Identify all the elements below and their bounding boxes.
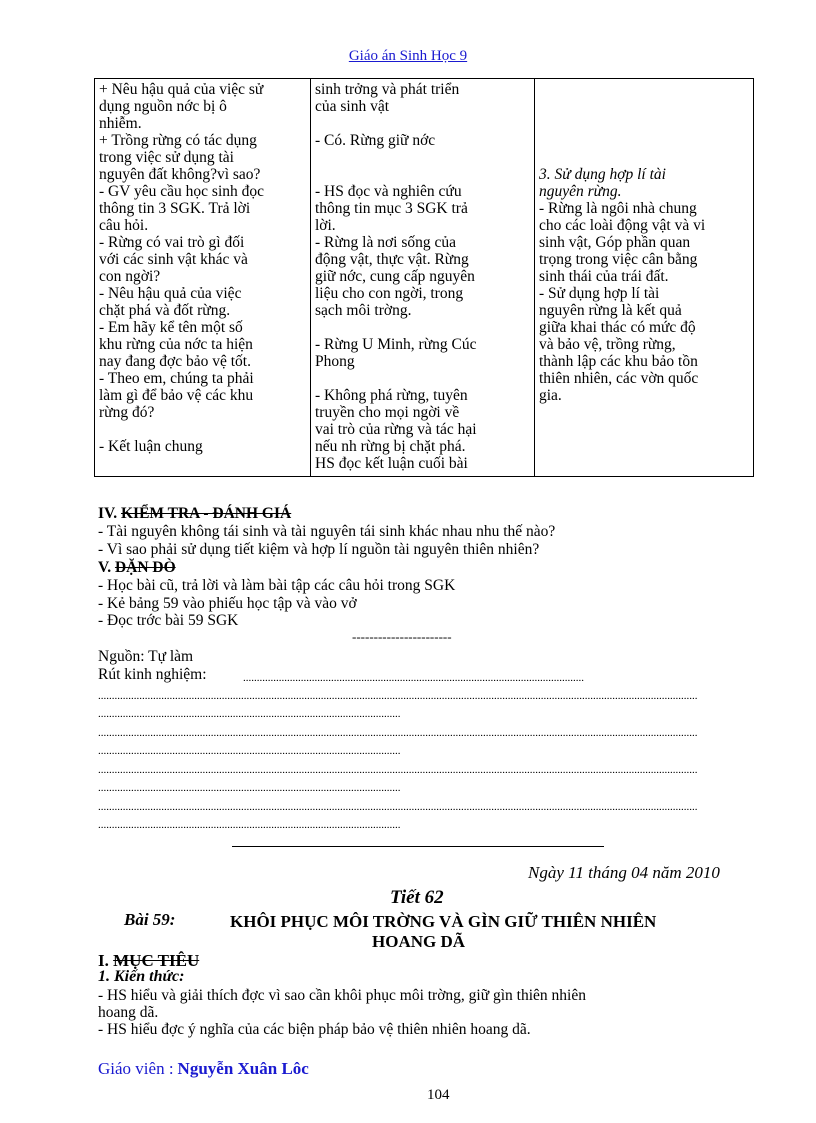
list-item: hoang dã.: [98, 1004, 159, 1021]
table-line: nguyên rừng là kết quả: [539, 302, 682, 319]
table-line: giữa khai thác có mức độ: [539, 319, 696, 336]
table-line: - Không phá rừng, tuyên: [315, 387, 468, 404]
table-line: truyền cho mọi ngời về: [315, 404, 460, 421]
lesson-label: Bài 59:: [124, 910, 176, 929]
table-line: HS đọc kết luận cuối bài: [315, 455, 468, 472]
note-dotted-line: ..............................................................................................................: [98, 708, 401, 720]
table-line: câu hỏi.: [99, 217, 149, 234]
section-4-heading: [98, 505, 291, 522]
separator-dashes: -----------------------: [352, 629, 452, 644]
list-item: - HS hiểu và giải thích đợc vì sao cần khôi phục môi trờng, giữ gìn thiên nhiên: [98, 987, 586, 1004]
page-header-title: Giáo án Sinh Học 9: [348, 48, 468, 64]
table-line: chặt phá và đốt rừng.: [99, 302, 231, 319]
table-line: của sinh vật: [315, 98, 390, 115]
table-line: nhiễm.: [99, 115, 142, 132]
table-line: Phong: [315, 353, 355, 370]
note-dotted-line: ..........................................................................................................................................................................................................................: [98, 764, 698, 776]
table-line: - Theo em, chúng ta phải: [99, 370, 254, 387]
table-line: - Em hãy kể tên một số: [99, 319, 243, 336]
table-line: rừng đó?: [99, 404, 155, 421]
note-dotted-line: ..........................................................................................................................................................................................................................: [98, 801, 698, 813]
section-number: I.: [98, 951, 109, 970]
list-item: - Vì sao phải sử dụng tiết kiệm và hợp lí nguồn tài nguyên thiên nhiên?: [98, 541, 540, 558]
note-dotted-line: ..........................................................................................................................................................................................................................: [98, 727, 698, 739]
list-item: - HS hiểu đợc ý nghĩa của các biện pháp bảo vệ thiên nhiên hoang dã.: [98, 1021, 531, 1038]
lesson-title: KHÔI PHỤC MÔI TRỜNG VÀ GÌN GIỮ THIÊN NHIÊN: [230, 912, 657, 931]
section-number: IV.: [98, 505, 118, 522]
list-item: - Kẻ bảng 59 vào phiếu học tập và vào vở: [98, 595, 357, 612]
horizontal-divider: [232, 846, 604, 847]
list-item: - Học bài cũ, trả lời và làm bài tập các câu hỏi trong SGK: [98, 577, 456, 594]
section-title: DẶN DÒ: [114, 559, 176, 576]
table-line: thành lập các khu bảo tồn: [539, 353, 698, 370]
table-line: liệu cho con ngời, trong: [315, 285, 464, 302]
lesson-title-continued: HOANG DÃ: [372, 932, 466, 951]
teacher-activity-column: [95, 79, 311, 477]
table-line: - Rừng U Minh, rừng Cúc: [315, 336, 477, 353]
note-dotted-line: ..........................................................................................................................................................................................................................: [98, 690, 698, 702]
table-line: thông tin mục 3 SGK trả: [315, 200, 468, 217]
teacher-footer: [98, 1059, 309, 1079]
period-number: Tiết 62: [390, 887, 444, 908]
table-line: sinh trởng và phát triển: [315, 81, 460, 98]
table-line: sinh thái của trái đất.: [539, 268, 669, 285]
table-line: làm gì để bảo vệ các khu: [99, 387, 254, 404]
note-dotted-line: ............................................................................................................................: [243, 672, 584, 684]
list-item: - Tài nguyên không tái sinh và tài nguyên tái sinh khác nhau nhu thế nào?: [98, 523, 556, 540]
page-number: 104: [427, 1087, 450, 1103]
table-line: - Rừng có vai trò gì đối: [99, 234, 245, 251]
table-line: động vật, thực vật. Rừng: [315, 251, 469, 268]
lesson-date: Ngày 11 tháng 04 năm 2010: [528, 863, 720, 882]
table-line: dụng nguồn nớc bị ô: [99, 98, 227, 115]
section-title: KIỂM TRA - ĐÁNH GIÁ: [120, 505, 292, 522]
table-line: vai trò của rừng và tác hại: [315, 421, 477, 438]
table-line: sinh vật, Góp phần quan: [539, 234, 691, 251]
table-line: gia.: [539, 387, 562, 404]
note-dotted-line: ..............................................................................................................: [98, 745, 401, 757]
table-line: trọng trong việc cân bằng: [539, 251, 698, 268]
section-1-heading: [98, 952, 199, 969]
table-line: trong việc sử dụng tài: [99, 149, 234, 166]
table-line: nguyên đất không?vì sao?: [99, 166, 261, 183]
table-line: với các sinh vật khác và: [99, 251, 248, 268]
section-5-heading: [98, 559, 176, 576]
table-line: lời.: [315, 217, 336, 234]
table-line: - Sử dụng hợp lí tài: [539, 285, 660, 302]
table-line: cho các loài động vật và vi: [539, 217, 706, 234]
student-activity-column: [311, 79, 535, 477]
section-title: MỤC TIÊU: [113, 951, 200, 970]
table-line: thiên nhiên, các vờn quốc: [539, 370, 699, 387]
table-line: giữ nớc, cung cấp nguyên: [315, 268, 475, 285]
table-line: nay đang đợc bảo vệ tốt.: [99, 353, 251, 370]
teacher-label: Giáo viên :: [98, 1059, 174, 1078]
table-line: - HS đọc và nghiên cứu: [315, 183, 462, 200]
note-dotted-line: ..............................................................................................................: [98, 782, 401, 794]
table-line: sạch môi trờng.: [315, 302, 412, 319]
table-line: - Nêu hậu quả của việc: [99, 285, 242, 302]
content-column: [535, 79, 754, 477]
table-line: khu rừng của nớc ta hiện: [99, 336, 253, 353]
subsection-heading: nguyên rừng.: [539, 183, 622, 200]
source-line: Nguồn: Tự làm: [98, 648, 194, 665]
table-line: - GV yêu cầu học sinh đọc: [99, 183, 265, 200]
table-line: + Trồng rừng có tác dụng: [99, 132, 257, 149]
experience-label: Rút kinh nghiệm:: [98, 666, 207, 683]
list-item: - Đọc trớc bài 59 SGK: [98, 612, 239, 629]
table-line: con ngời?: [99, 268, 161, 285]
section-number: V.: [98, 559, 112, 576]
table-line: - Rừng là nơi sống của: [315, 234, 457, 251]
note-dotted-line: ..............................................................................................................: [98, 819, 401, 831]
subsection-heading: 1. Kiến thức:: [98, 968, 185, 985]
table-line: và bảo vệ, trồng rừng,: [539, 336, 676, 353]
table-line: - Kết luận chung: [99, 438, 203, 455]
table-line: - Có. Rừng giữ nớc: [315, 132, 436, 149]
table-line: + Nêu hậu quả của việc sử: [99, 81, 264, 98]
table-line: nếu nh rừng bị chặt phá.: [315, 438, 466, 455]
lesson-table: [94, 78, 754, 477]
teacher-name: Nguyễn Xuân Lôc: [177, 1059, 309, 1078]
subsection-heading: 3. Sử dụng hợp lí tài: [539, 166, 666, 183]
table-line: - Rừng là ngôi nhà chung: [539, 200, 697, 217]
table-line: thông tin 3 SGK. Trả lời: [99, 200, 251, 217]
